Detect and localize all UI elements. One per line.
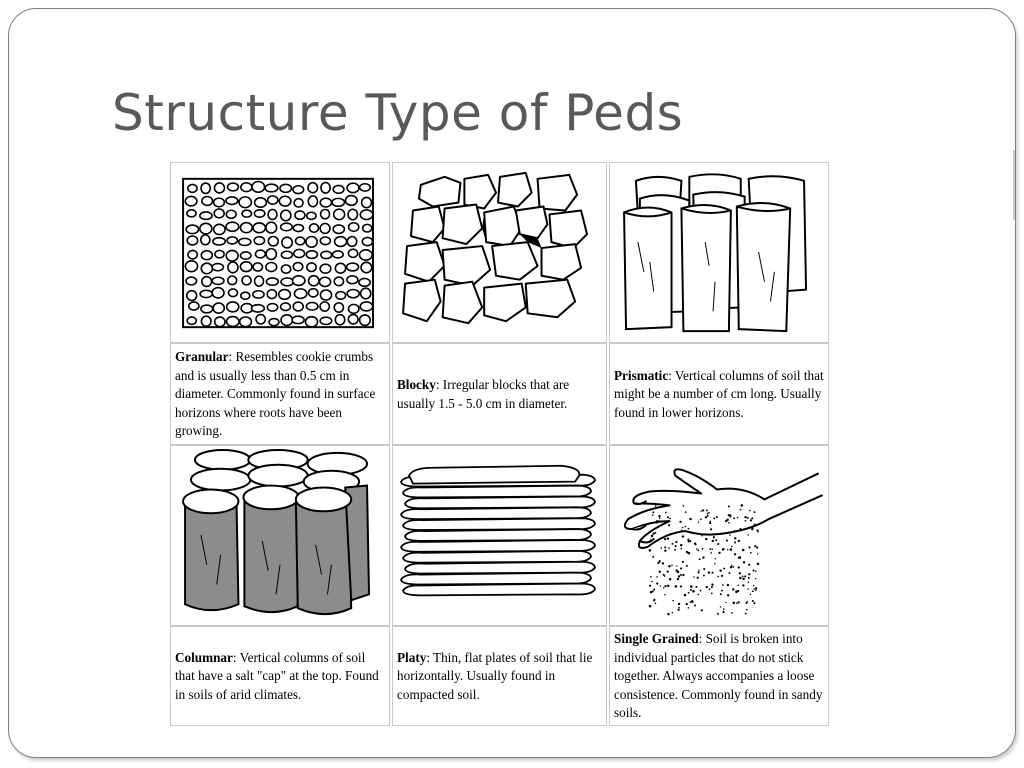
slide-edge-mark [1013, 150, 1015, 220]
ped-structure-table [170, 162, 829, 726]
single-grained-term: Single Grained [614, 631, 699, 647]
columnar-text: : Vertical columns of soil that have a salt "cap" at the top. Found in soils of arid climates. [175, 649, 379, 702]
blocky-description [392, 343, 607, 445]
single-grained-text: : Soil is broken into individual particles that do not stick together. Always accompanies a loose consistence. Commonly found in sandy soils. [614, 631, 823, 721]
platy-description [392, 626, 607, 726]
platy-illustration [392, 445, 607, 626]
prismatic-drawing [610, 163, 828, 342]
columnar-description [170, 626, 390, 726]
granular-illustration [170, 162, 390, 343]
platy-text: : Thin, flat plates of soil that lie horizontally. Usually found in compacted soil. [397, 649, 593, 702]
platy-term: Platy [397, 649, 427, 665]
columnar-drawing [171, 446, 389, 625]
slide-title: Structure Type of Peds [112, 84, 684, 142]
granular-term: Granular [175, 349, 229, 365]
prismatic-text: : Vertical columns of soil that might be a number of cm long. Usually found in lower horizons. [614, 367, 824, 420]
single-grained-illustration [609, 445, 829, 626]
single-grained-drawing [610, 446, 828, 625]
granular-text: : Resembles cookie crumbs and is usually less than 0.5 cm in diameter. Commonly found in surface horizons where roots have been growing. [175, 349, 376, 439]
platy-drawing [393, 446, 606, 625]
prismatic-illustration [609, 162, 829, 343]
prismatic-term: Prismatic [614, 367, 669, 383]
blocky-term: Blocky [397, 377, 436, 392]
blocky-illustration [392, 162, 607, 343]
blocky-text: : Irregular blocks that are usually 1.5 - 5.0 cm in diameter. [397, 377, 570, 411]
blocky-drawing [393, 163, 606, 342]
prismatic-description [609, 343, 829, 445]
columnar-term: Columnar [175, 649, 233, 665]
granular-description [170, 343, 390, 445]
single-grained-description [609, 626, 829, 726]
granular-drawing [171, 163, 389, 342]
columnar-illustration [170, 445, 390, 626]
